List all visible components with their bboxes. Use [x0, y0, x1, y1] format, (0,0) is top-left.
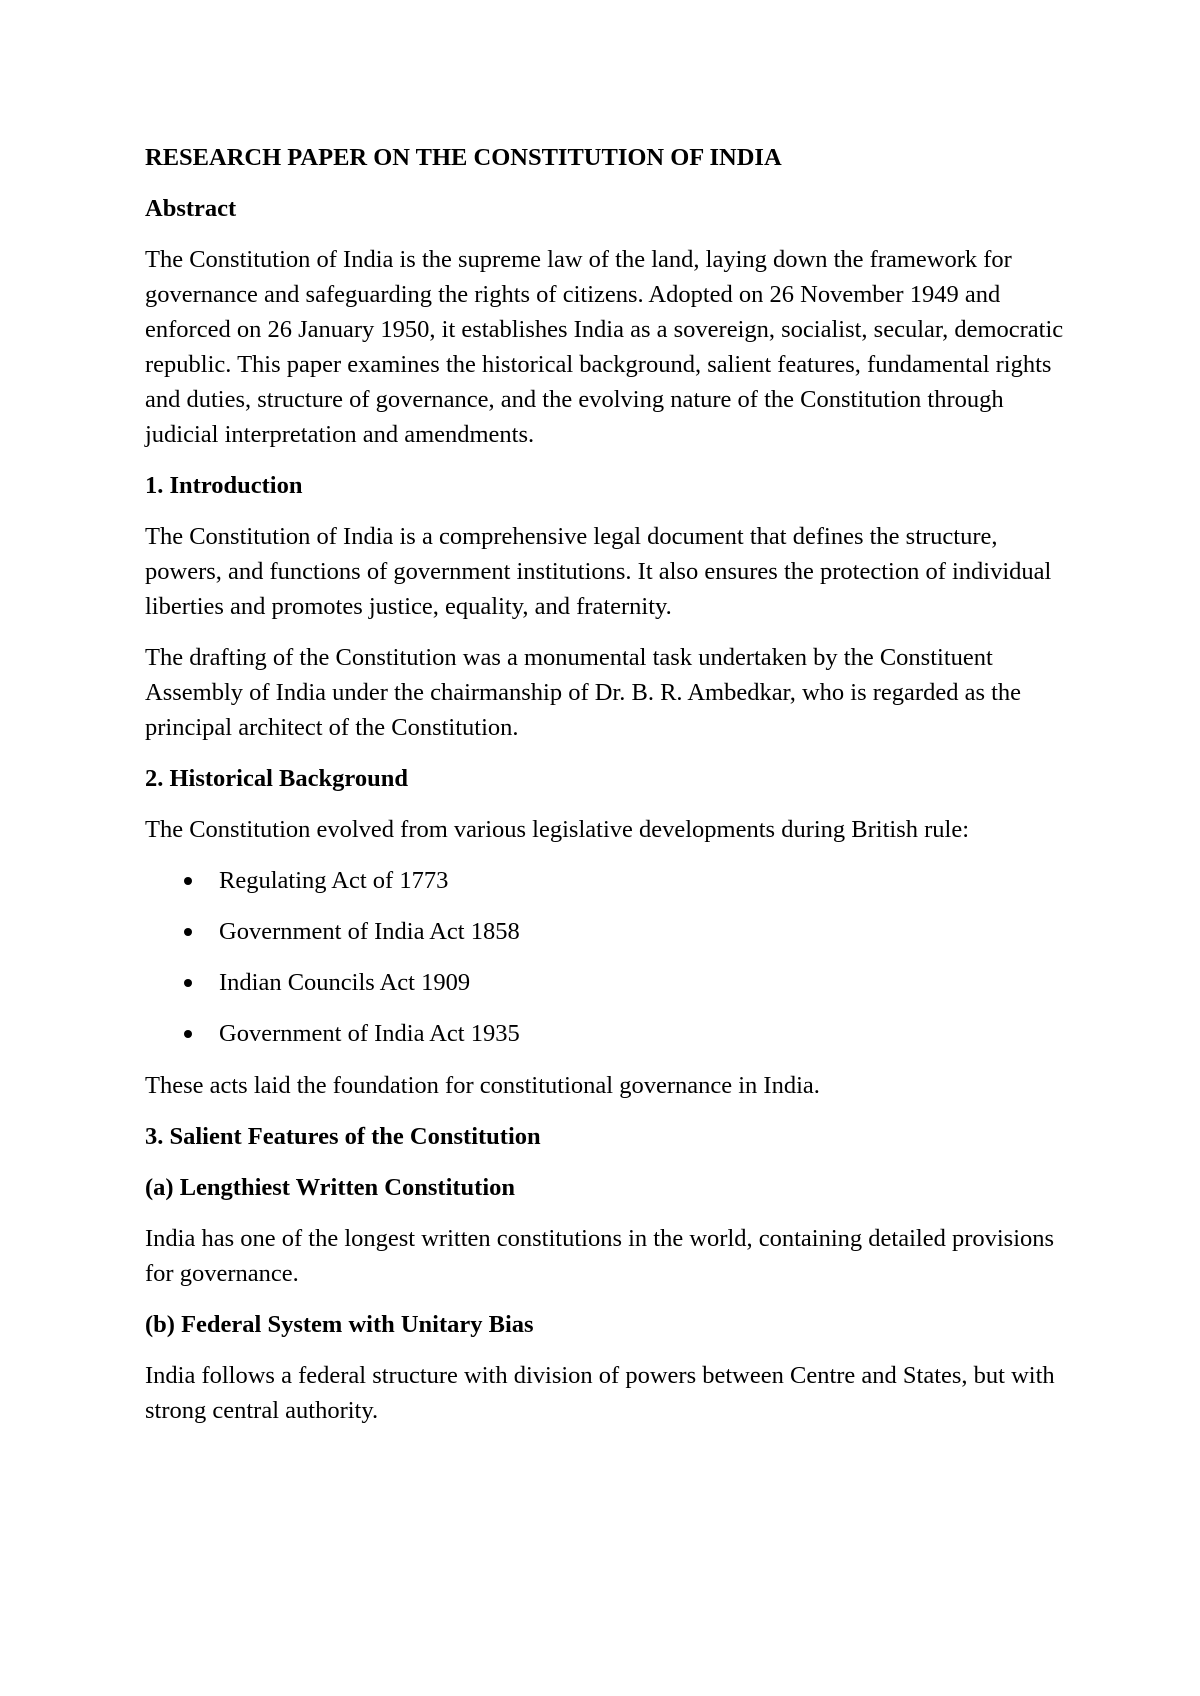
feature-b-text: India follows a federal structure with division of powers between Centre and States, but with strong central authority.: [145, 1362, 1055, 1424]
feature-a-text: India has one of the longest written constitutions in the world, containing detailed provisions for governance.: [145, 1225, 1055, 1287]
abstract-heading: Abstract: [145, 195, 237, 222]
bullet-icon: [184, 877, 192, 885]
bullet-icon: [184, 928, 192, 936]
document-page: [145, 140, 1065, 1444]
feature-b-heading: (b) Federal System with Unitary Bias: [145, 1311, 534, 1338]
feature-a-heading: (a) Lengthiest Written Constitution: [145, 1174, 516, 1201]
list-item-text: Government of India Act 1858: [219, 918, 520, 945]
salient-features-heading: 3. Salient Features of the Constitution: [145, 1123, 541, 1150]
historical-background-heading: 2. Historical Background: [145, 765, 408, 792]
historical-background-conclusion: These acts laid the foundation for constitutional governance in India.: [145, 1072, 820, 1099]
introduction-paragraph-2: The drafting of the Constitution was a monumental task undertaken by the Constituent Assembly of India under the chairmanship of Dr. B. R. Ambedkar, who is regarded as the principal architect of the Constitution.: [145, 644, 1022, 741]
abstract-text: The Constitution of India is the supreme law of the land, laying down the framework for governance and safeguarding the rights of citizens. Adopted on 26 November 1949 and enforced on 26 January 1950, it establishes India as a sovereign, socialist, secular, democratic republic. This paper examines the historical background, salient features, fundamental rights and duties, structure of governance, and the evolving nature of the Constitution through judicial interpretation and amendments.: [145, 246, 1064, 448]
introduction-heading: 1. Introduction: [145, 472, 303, 499]
document-title: RESEARCH PAPER ON THE CONSTITUTION OF INDIA: [145, 144, 782, 171]
list-item: [145, 914, 1065, 949]
list-item: [145, 863, 1065, 898]
introduction-paragraph-1: The Constitution of India is a comprehensive legal document that defines the structure, powers, and functions of government institutions. It also ensures the protection of individual liberties and promotes justice, equality, and fraternity.: [145, 523, 1052, 620]
list-item-text: Government of India Act 1935: [219, 1020, 520, 1047]
bullet-icon: [184, 1030, 192, 1038]
historical-acts-list: [145, 863, 1065, 1051]
list-item: [145, 1016, 1065, 1051]
bullet-icon: [184, 979, 192, 987]
list-item-text: Indian Councils Act 1909: [219, 969, 471, 996]
historical-background-intro: The Constitution evolved from various legislative developments during British rule:: [145, 816, 970, 843]
list-item: [145, 965, 1065, 1000]
list-item-text: Regulating Act of 1773: [219, 867, 449, 894]
